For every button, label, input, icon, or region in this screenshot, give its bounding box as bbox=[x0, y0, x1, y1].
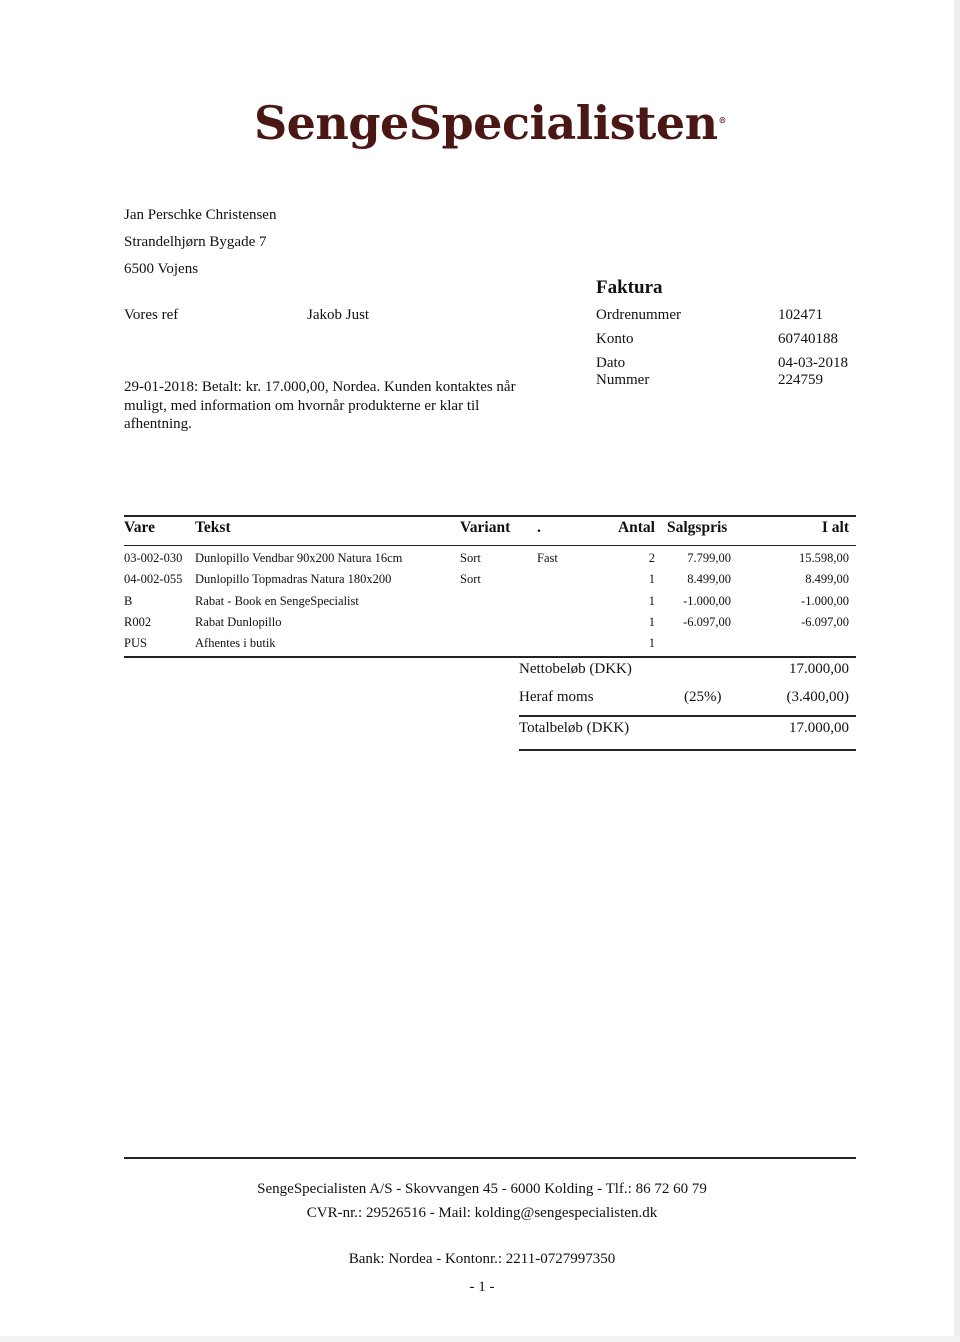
netto-label: Nettobeløb (DKK) bbox=[519, 661, 632, 677]
reference-label: Vores ref bbox=[124, 307, 179, 323]
col-header-dot: . bbox=[537, 519, 541, 536]
table-cell-salgspris: 8.499,00 bbox=[687, 572, 731, 586]
footer-address: SengeSpecialisten A/S - Skovvangen 45 - 6000 Kolding - Tlf.: 86 72 60 79 bbox=[257, 1181, 707, 1197]
table-cell-tekst: Dunlopillo Vendbar 90x200 Natura 16cm bbox=[195, 551, 403, 565]
netto-value: 17.000,00 bbox=[789, 661, 849, 677]
table-cell-antal: 1 bbox=[648, 636, 655, 650]
invoice-field-value: 224759 bbox=[778, 372, 823, 388]
invoice-field-label: Nummer bbox=[596, 372, 650, 388]
invoice-field-label: Dato bbox=[596, 355, 626, 371]
table-cell-dot: Fast bbox=[537, 551, 558, 565]
footer-bank: Bank: Nordea - Kontonr.: 2211-0727997350 bbox=[348, 1251, 616, 1267]
page-edge-right bbox=[954, 0, 960, 1342]
table-cell-tekst: Rabat Dunlopillo bbox=[195, 615, 282, 629]
table-cell-ialt: -1.000,00 bbox=[801, 594, 849, 608]
table-cell-vare: 03-002-030 bbox=[124, 551, 183, 565]
total-bottom-rule bbox=[519, 749, 856, 751]
total-top-rule bbox=[519, 715, 856, 717]
invoice-field-value: 04-03-2018 bbox=[778, 355, 848, 371]
moms-value: (3.400,00) bbox=[786, 689, 849, 705]
col-header-variant: Variant bbox=[460, 519, 511, 536]
table-cell-vare: R002 bbox=[124, 615, 152, 629]
table-cell-variant: Sort bbox=[460, 551, 481, 565]
table-cell-ialt: 8.499,00 bbox=[805, 572, 849, 586]
customer-city: 6500 Vojens bbox=[124, 261, 199, 277]
table-cell-vare: 04-002-055 bbox=[124, 572, 183, 586]
invoice-field-value: 102471 bbox=[778, 307, 823, 323]
footer-rule bbox=[124, 1157, 856, 1159]
invoice-title: Faktura bbox=[596, 277, 663, 298]
col-header-antal: Antal bbox=[617, 519, 655, 536]
table-header-rule bbox=[124, 545, 856, 546]
table-cell-variant: Sort bbox=[460, 572, 481, 586]
col-header-ialt: I alt bbox=[821, 519, 849, 536]
table-cell-salgspris: -6.097,00 bbox=[683, 615, 731, 629]
payment-note: 29-01-2018: Betalt: kr. 17.000,00, Nordea. Kunden kontaktes når muligt, med information om hvornår produkterne er klar til afhentning. bbox=[124, 379, 516, 432]
footer-contact: CVR-nr.: 29526516 - Mail: kolding@sengespecialisten.dk bbox=[306, 1205, 658, 1221]
company-logo: SengeSpecialisten® bbox=[253, 96, 727, 150]
table-cell-tekst: Rabat - Book en SengeSpecialist bbox=[195, 594, 359, 608]
table-bottom-rule bbox=[124, 656, 856, 658]
total-label: Totalbeløb (DKK) bbox=[519, 720, 630, 736]
customer-street: Strandelhjørn Bygade 7 bbox=[124, 234, 267, 250]
col-header-salgspris: Salgspris bbox=[667, 519, 728, 536]
moms-label: Heraf moms bbox=[519, 689, 594, 705]
col-header-tekst: Tekst bbox=[195, 519, 231, 536]
table-cell-salgspris: -1.000,00 bbox=[683, 594, 731, 608]
table-cell-ialt: 15.598,00 bbox=[799, 551, 849, 565]
invoice-field-value: 60740188 bbox=[778, 331, 838, 347]
table-cell-vare: B bbox=[124, 594, 133, 608]
table-cell-antal: 1 bbox=[648, 594, 655, 608]
table-cell-vare: PUS bbox=[124, 636, 147, 650]
table-cell-tekst: Dunlopillo Topmadras Natura 180x200 bbox=[195, 572, 392, 586]
col-header-vare: Vare bbox=[124, 519, 155, 536]
table-cell-antal: 2 bbox=[648, 551, 655, 565]
page-edge-bottom bbox=[0, 1336, 960, 1342]
invoice-field-label: Konto bbox=[596, 331, 634, 347]
table-cell-ialt: -6.097,00 bbox=[801, 615, 849, 629]
table-cell-tekst: Afhentes i butik bbox=[195, 636, 276, 650]
customer-name: Jan Perschke Christensen bbox=[124, 207, 277, 223]
invoice-field-label: Ordrenummer bbox=[596, 307, 681, 323]
reference-value: Jakob Just bbox=[307, 307, 370, 323]
total-value: 17.000,00 bbox=[789, 720, 849, 736]
table-cell-salgspris: 7.799,00 bbox=[687, 551, 731, 565]
table-cell-antal: 1 bbox=[648, 615, 655, 629]
page-number: - 1 - bbox=[469, 1279, 495, 1295]
table-cell-antal: 1 bbox=[648, 572, 655, 586]
moms-rate: (25%) bbox=[684, 689, 722, 705]
table-top-rule bbox=[124, 515, 856, 517]
